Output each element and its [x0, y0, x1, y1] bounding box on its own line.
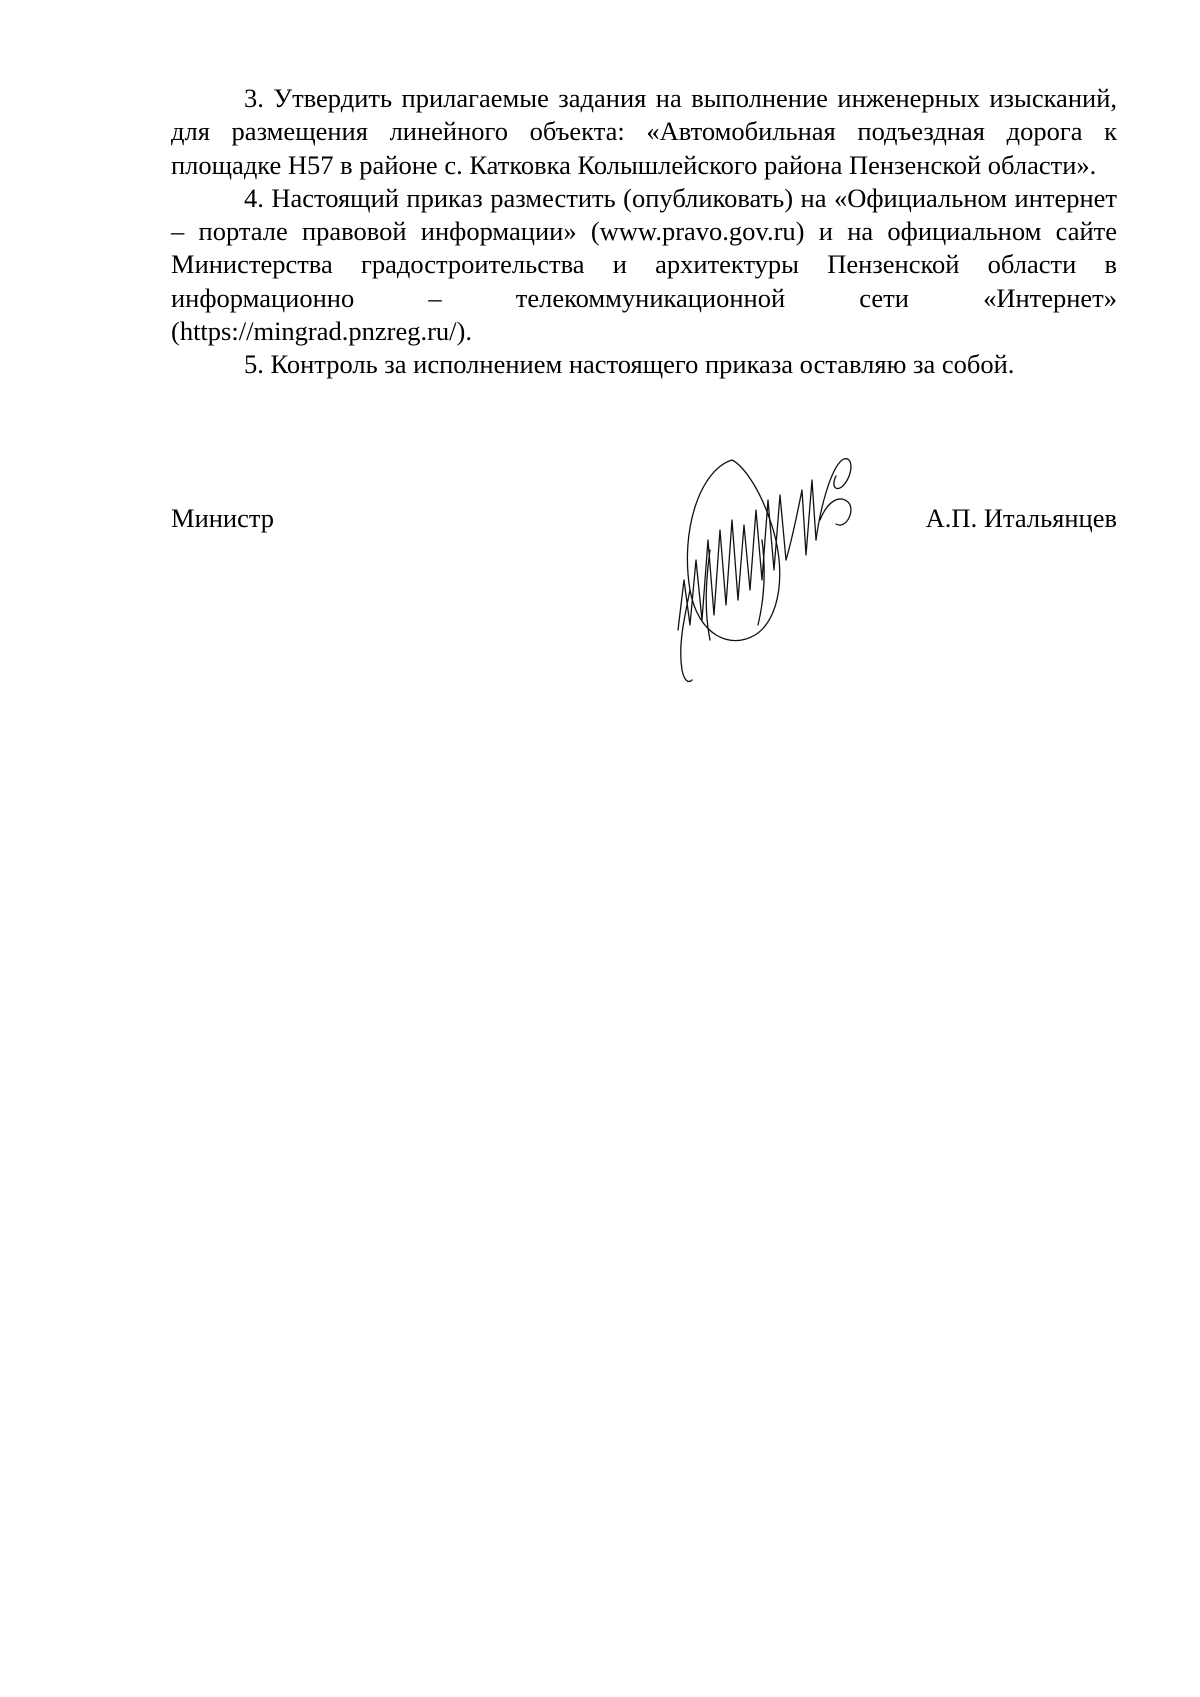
paragraph-4: 4. Настоящий приказ разместить (опубликовать) на «Официальном интернет – портале правовой информации» (www.pravo.gov.ru) и на официальном сайте Министерства градостроительства и архитектуры Пензенской области в информационно – телекоммуникационной сети «Интернет» (https://mingrad.pnzreg.ru/). — [171, 182, 1117, 347]
paragraph-5: 5. Контроль за исполнением настоящего приказа оставляю за собой. — [244, 349, 1015, 380]
signature-block — [171, 502, 1117, 542]
paragraph-3: 3. Утвердить прилагаемые задания на выполнение инженерных изысканий, для размещения линейного объекта: «Автомобильная подъездная дорога к площадке Н57 в районе с. Катковка Колышлейского района Пензенской области». — [171, 83, 1117, 180]
handwritten-signature — [670, 440, 870, 690]
document-body — [171, 82, 1117, 382]
signatory-name: А.П. Итальянцев — [925, 503, 1117, 533]
signatory-title: Министр — [171, 503, 275, 533]
